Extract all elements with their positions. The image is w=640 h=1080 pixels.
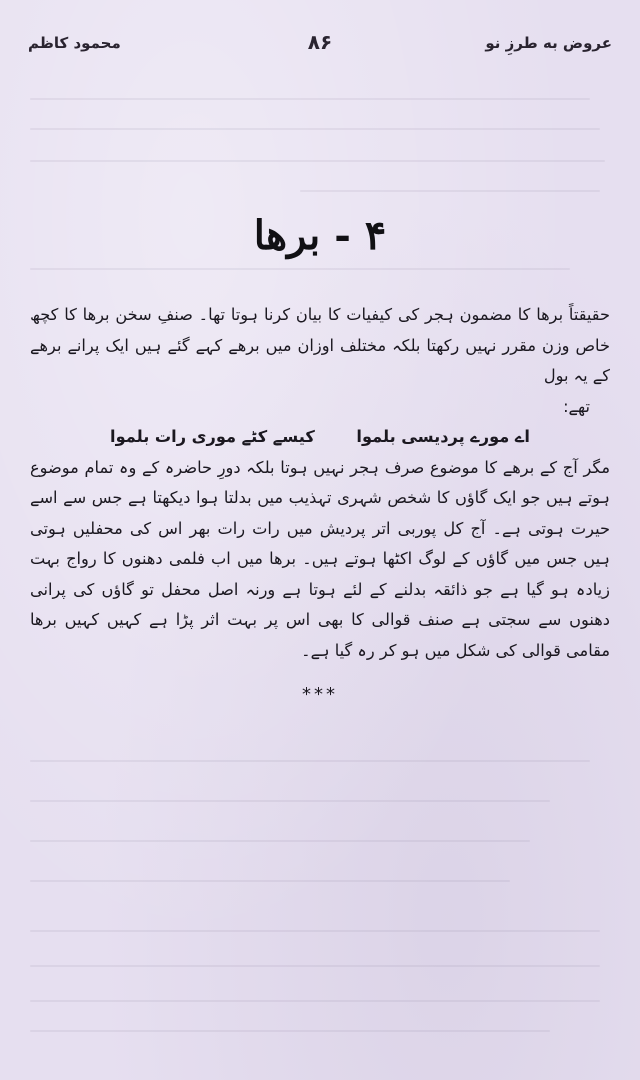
bleed-through-line (30, 840, 530, 842)
header-author: محمود کاظم (28, 34, 121, 52)
bleed-through-line (30, 760, 590, 762)
bleed-through-line (30, 128, 600, 130)
bleed-through-line (30, 160, 605, 162)
page-number: ۸۶ (307, 30, 333, 54)
body-text (30, 300, 610, 711)
verse-line (30, 422, 610, 453)
paragraph-intro-end: تھے: (563, 396, 590, 416)
bleed-through-line (30, 965, 600, 967)
bleed-through-line (30, 800, 550, 802)
verse-first-half: اے مورے پردیسی بلموا (356, 427, 530, 446)
paragraph-main: مگر آج کے برھے کا موضوع صرف ہجر نہیں ہوتا بلکہ دورِ حاضرہ کے وہ تمام موضوع ہوتے ہیں جو ایک گاؤں کا شخص شہری تہذیب میں بدلتا ہوا دیکھتا ہے جس سے اسے حیرت ہوتی ہے۔ آج کل پوربی اتر پردیش میں رات رات بھر اس کی محفلیں ہوتی ہیں جس میں گاؤں کے لوگ اکٹھا ہوتے ہیں۔ برھا میں اب فلمی دھنوں کا رواج بہت زیادہ ہو گیا ہے جو ذائقہ بدلنے کے لئے ہوتا ہے ورنہ اصل محفل تو گاؤں کی پرانی دھنوں سے سجتی ہے صنف قوالی کا بھی اس پر بہت اثر پڑا ہے کہیں کہیں برھا مقامی قوالی کی شکل میں ہو کر رہ گیا ہے۔ (30, 457, 610, 660)
bleed-through-line (30, 880, 510, 882)
bleed-through-line (30, 930, 600, 932)
section-end-mark: *** (302, 684, 338, 705)
bleed-through-line (30, 1030, 550, 1032)
running-header (28, 30, 612, 70)
chapter-title: ۴ - برھا (253, 212, 387, 259)
bleed-through-line (30, 1000, 600, 1002)
bleed-through-line (300, 190, 600, 192)
bleed-through-line (30, 98, 590, 100)
paragraph-intro: حقیقتاً برھا کا مضمون ہجر کی کیفیات کا بیان کرنا ہوتا تھا۔ صنفِ سخن برھا کا کچھ خاص وزن مقرر نہیں رکھتا بلکہ مختلف اوزان میں برھے کہے گئے ہیں ایک پرانے برھے کے یہ بول (30, 305, 610, 385)
header-book-title: عروض به طرزِ نو (485, 34, 612, 52)
bleed-through-line (30, 268, 570, 270)
verse-second-half: کیسے کٹے موری رات بلموا (110, 427, 315, 446)
